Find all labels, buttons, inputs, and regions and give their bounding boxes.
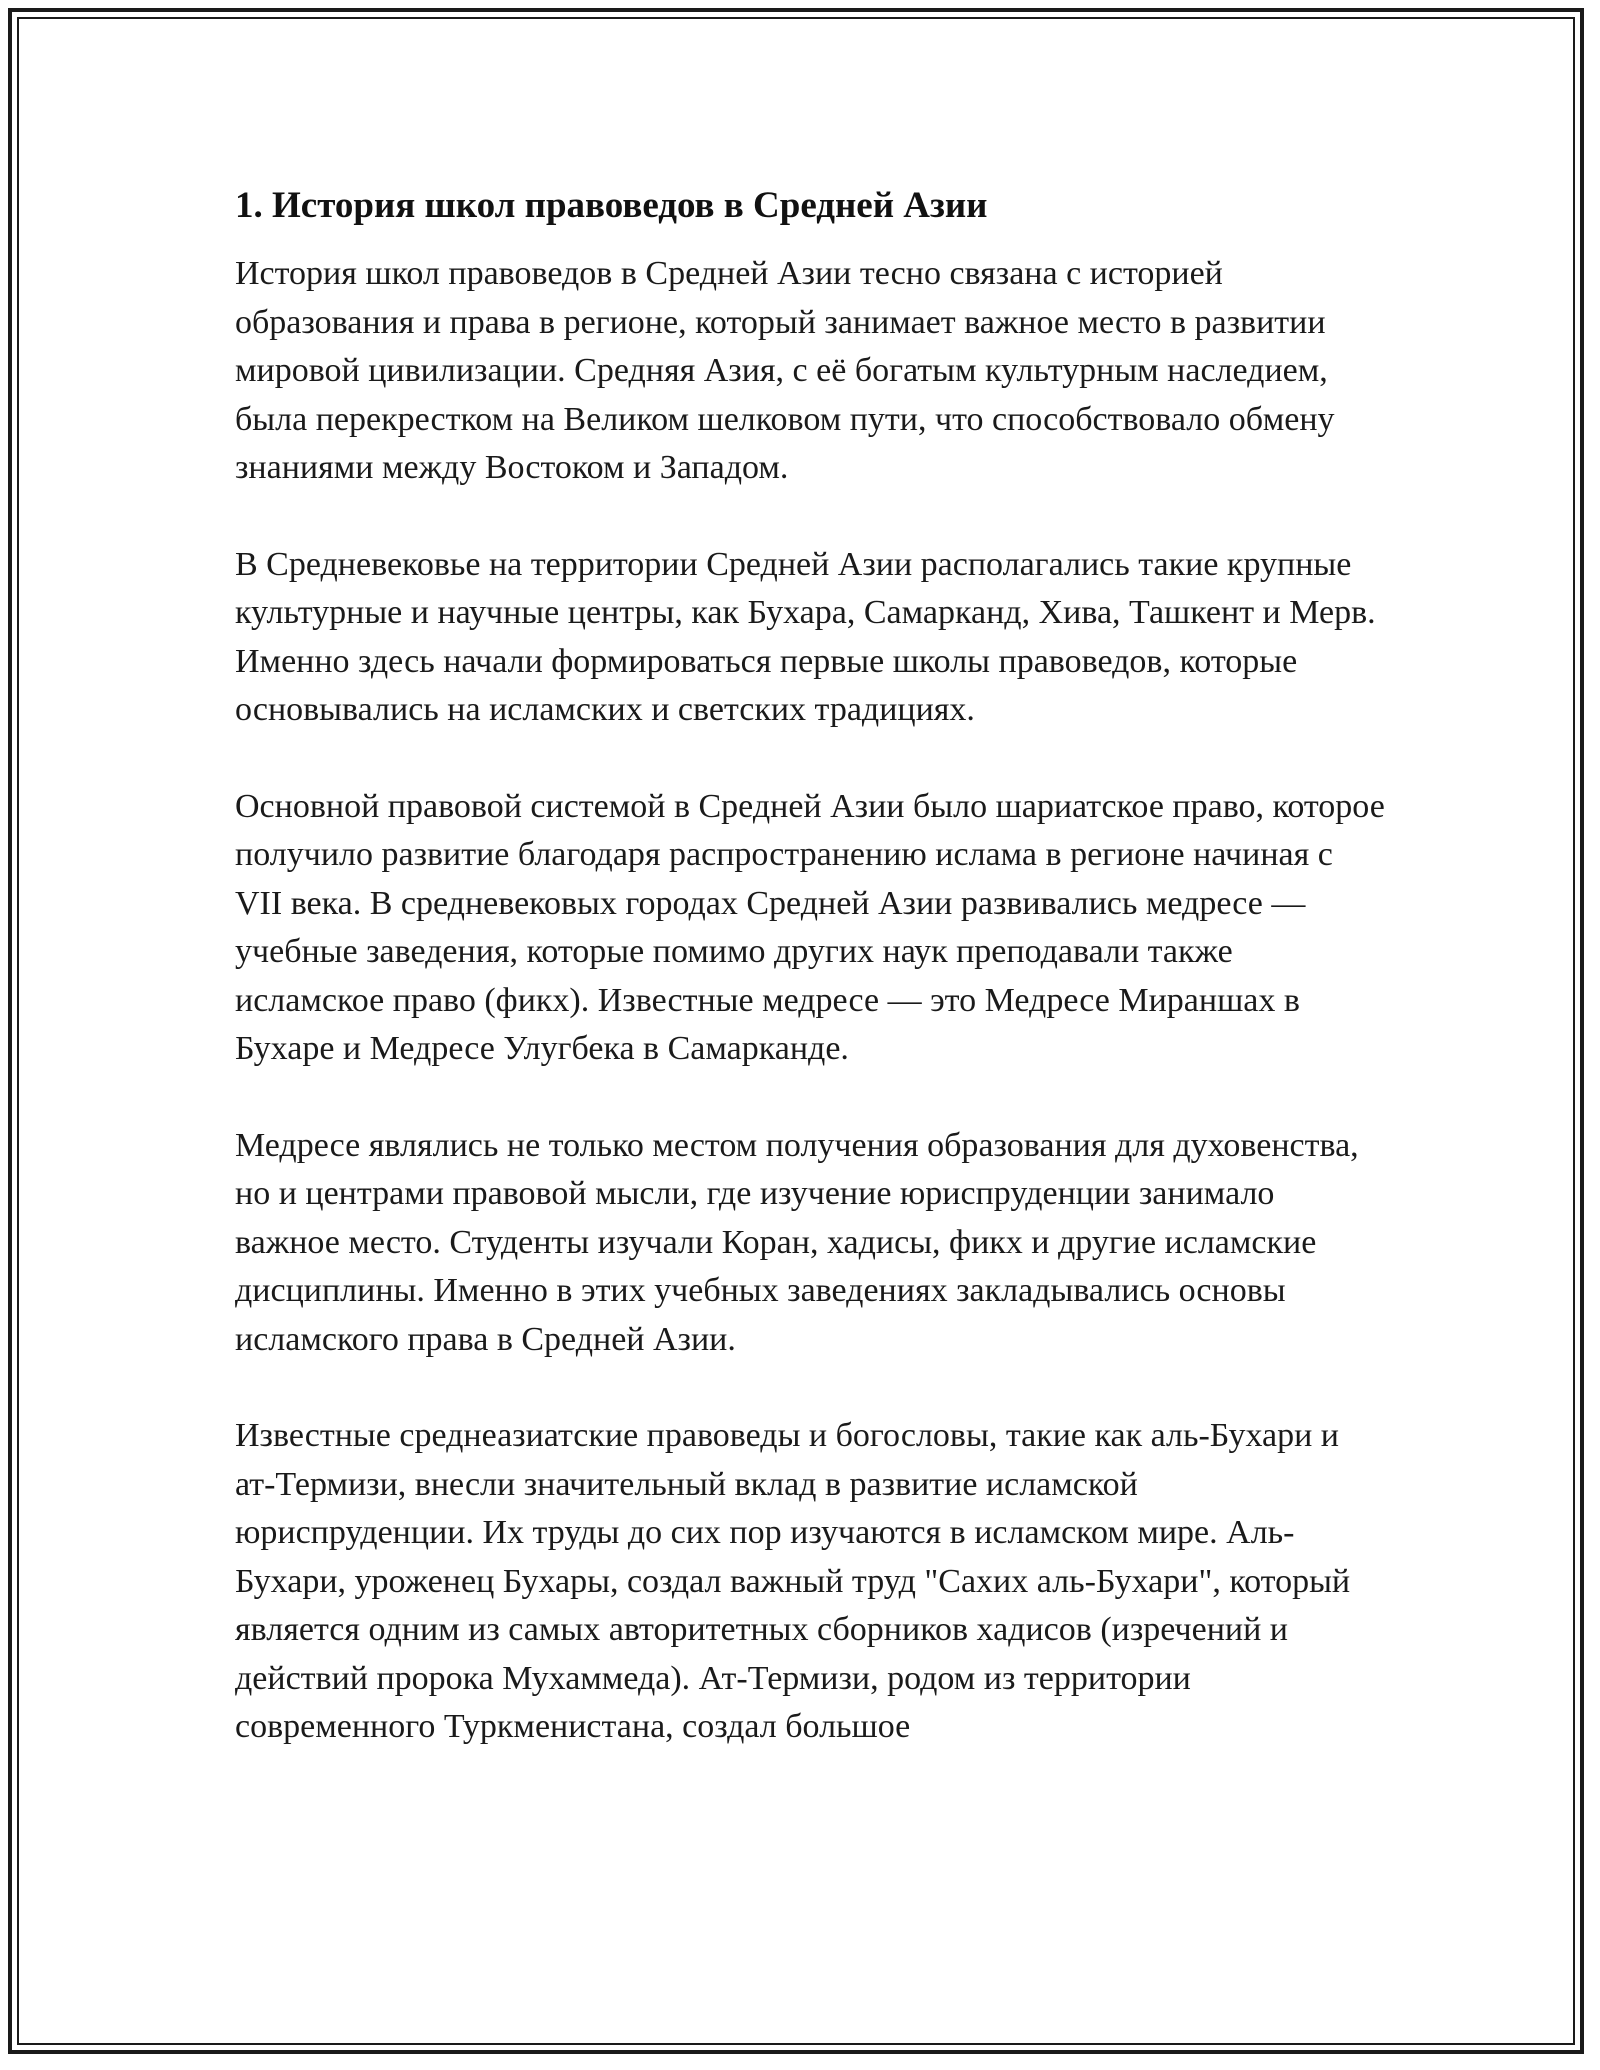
paragraph-4: Медресе являлись не только местом получения образования для духовенства, но и центрами правовой мысли, где изучение юриспруденции занимало важное место. Студенты изучали Коран, хадисы, фикх и другие исламские дисциплины. Именно в этих учебных заведениях закладывались основы исламского права в Средней Азии. bbox=[235, 1126, 1359, 1358]
paragraph-3: Основной правовой системой в Средней Азии было шариатское право, которое получило развитие благодаря распространению ислама в регионе начиная с VII века. В средневековых городах Средней Азии развивались медресе — учебные заведения, которые помимо других наук преподавали также исламское право (фикх). Известные медресе — это Медресе Мираншах в Бухаре и Медресе Улугбека в Самарканде. bbox=[235, 787, 1385, 1067]
paragraph-5: Известные среднеазиатские правоведы и богословы, такие как аль-Бухари и ат-Термизи, внесли значительный вклад в развитие исламской юриспруденции. Их труды до сих пор изучаются в исламском мире. Аль-Бухари, уроженец Бухары, создал важный труд "Сахих аль-Бухари", который является одним из самых авторитетных сборников хадисов (изречений и действий пророка Мухаммеда). Ат-Термизи, родом из территории современного Туркменистана, создал большое bbox=[235, 1417, 1351, 1745]
paragraph-2: В Средневековье на территории Средней Азии располагались такие крупные культурные и научные центры, как Бухара, Самарканд, Хива, Ташкент и Мерв. Именно здесь начали формироваться первые школы правоведов, которые основывались на исламских и светских традициях. bbox=[235, 545, 1376, 728]
document-body bbox=[235, 182, 1385, 1800]
section-heading: 1. История школ правоведов в Средней Азии bbox=[235, 185, 988, 226]
paragraph-1: История школ правоведов в Средней Азии тесно связана с историей образования и права в регионе, который занимает важное место в развитии мировой цивилизации. Средняя Азия, с её богатым культурным наследием, была перекрестком на Великом шелковом пути, что способствовало обмену знаниями между Востоком и Западом. bbox=[235, 255, 1335, 486]
